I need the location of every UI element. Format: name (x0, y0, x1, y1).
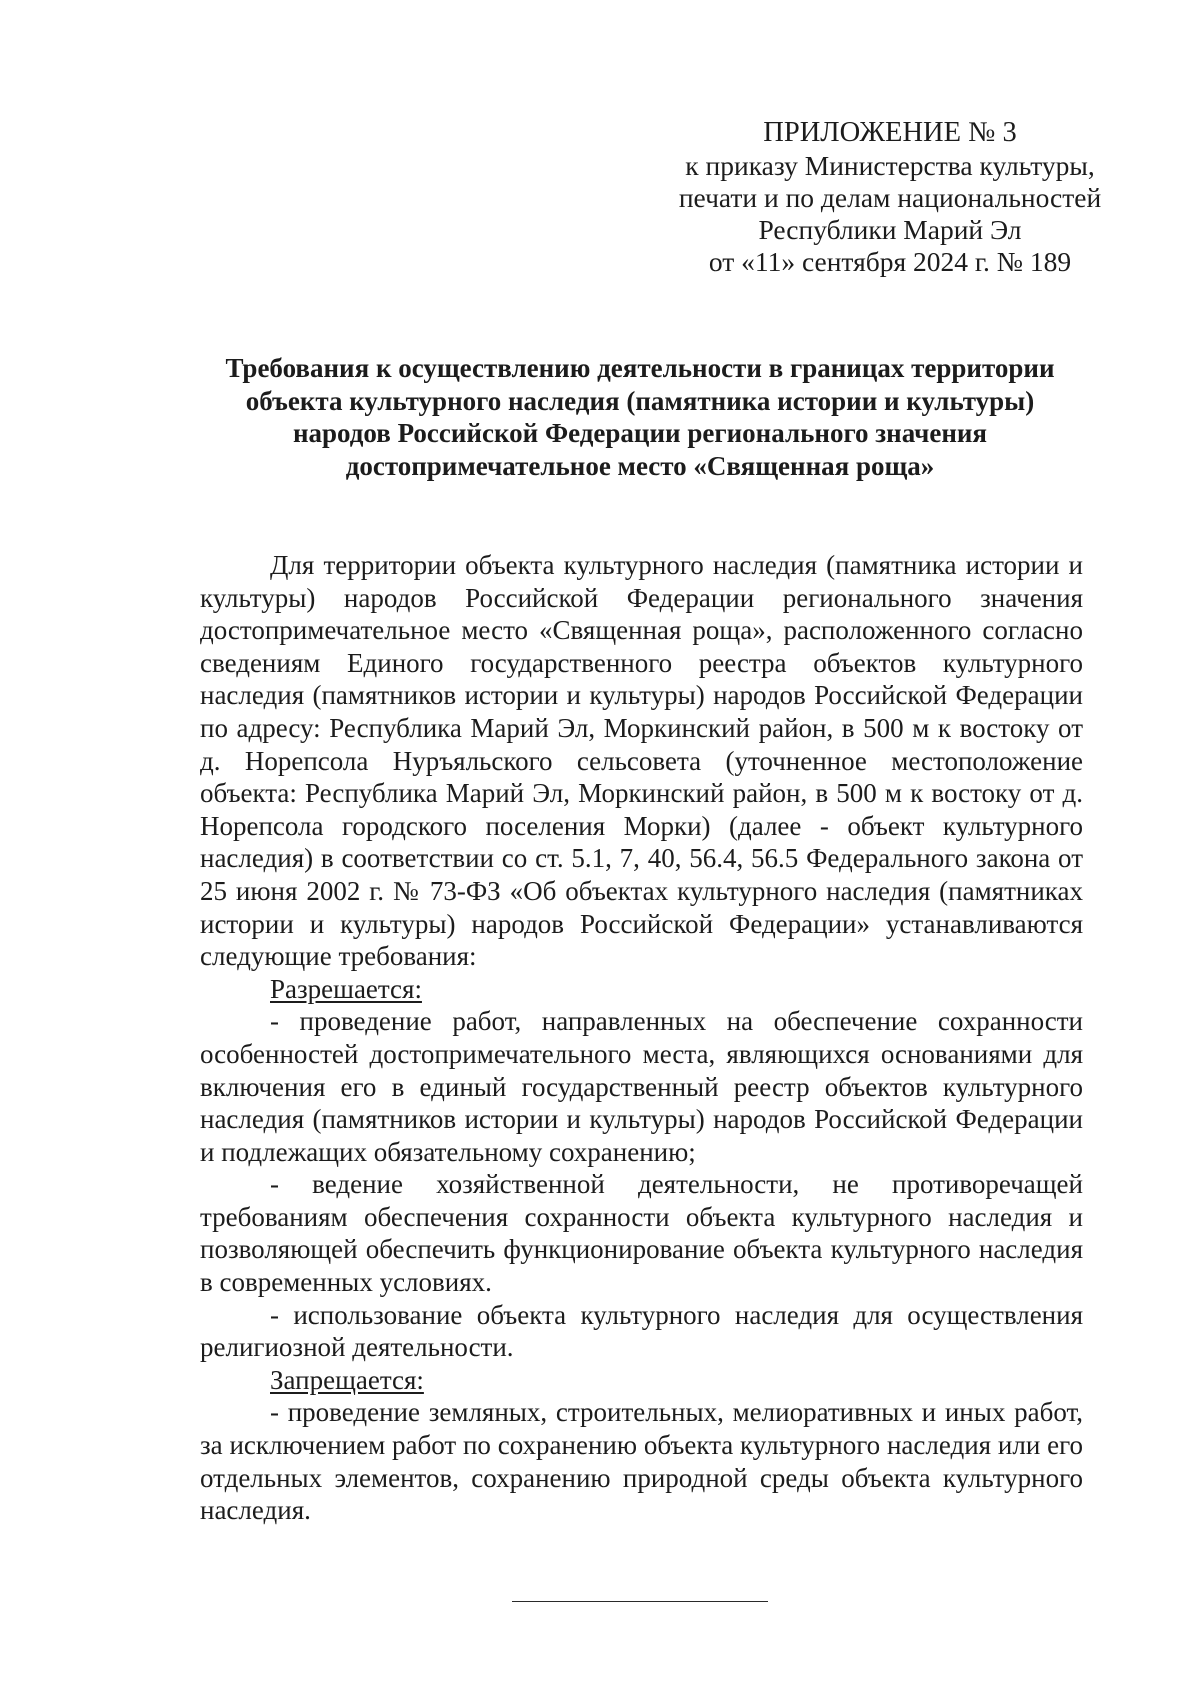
annex-header (660, 117, 1120, 278)
order-date-number: от «11» сентября 2024 г. № 189 (708, 246, 1072, 277)
prohibited-label: Запрещается: (270, 1364, 424, 1395)
document-title (180, 352, 1100, 482)
allowed-item: - использование объекта культурного наследия для осуществления религиозной деятельности. (200, 1299, 1083, 1363)
order-reference-line: к приказу Министерства культуры, (685, 150, 1095, 181)
intro-paragraph: Для территории объекта культурного наследия (памятника истории и культуры) народов Российской Федерации регионального значения достопримечательное место «Священная роща», расположенного согласно сведениям Единого государственного реестра объектов культурного наследия (памятников истории и культуры) народов Российской Федерации по адресу: Республика Марий Эл, Моркинский район, в 500 м к востоку от д. Норепсола Нуръяльского сельсовета (уточненное местоположение объекта: Республика Марий Эл, Моркинский район, в 500 м к востоку от д. Норепсола городского поселения Морки) (далее - объект культурного наследия) в соответствии со ст. 5.1, 7, 40, 56.4, 56.5 Федерального закона от 25 июня 2002 г. № 73-ФЗ «Об объектах культурного наследия (памятниках истории и культуры) народов Российской Федерации» устанавливаются следующие требования: (200, 550, 1083, 972)
title-line-4: достопримечательное место «Священная роща» (345, 450, 935, 481)
ministry-name-line: печати и по делам национальностей (678, 182, 1102, 213)
prohibited-item: - проведение земляных, строительных, мелиоративных и иных работ, за исключением работ по сохранению объекта культурного наследия или его отдельных элементов, сохранению природной среды объекта культурного наследия. (200, 1397, 1083, 1526)
annex-number: ПРИЛОЖЕНИЕ № 3 (763, 117, 1017, 148)
title-line-3: народов Российской Федерации регионального значения (292, 418, 988, 448)
allowed-item: - проведение работ, направленных на обеспечение сохранности особенностей достопримечательного места, являющихся основаниями для включения его в единый государственный реестр объектов культурного наследия (памятников истории и культуры) народов Российской Федерации и подлежащих обязательному сохранению; (200, 1006, 1083, 1167)
end-of-document-rule (512, 1601, 768, 1602)
allowed-label: Разрешается: (270, 973, 422, 1004)
republic-name-line: Республики Марий Эл (758, 214, 1022, 245)
allowed-item: - ведение хозяйственной деятельности, не противоречащей требованиям обеспечения сохранности объекта культурного наследия и позволяющей обеспечить функционирование объекта культурного наследия в современных условиях. (200, 1169, 1083, 1298)
title-line-2: объекта культурного наследия (памятника истории и культуры) (245, 385, 1035, 416)
document-body (200, 549, 1083, 1527)
allowed-heading (200, 973, 1083, 1006)
prohibited-heading (200, 1364, 1083, 1397)
title-line-1: Требования к осуществлению деятельности в границах территории (225, 353, 1055, 383)
